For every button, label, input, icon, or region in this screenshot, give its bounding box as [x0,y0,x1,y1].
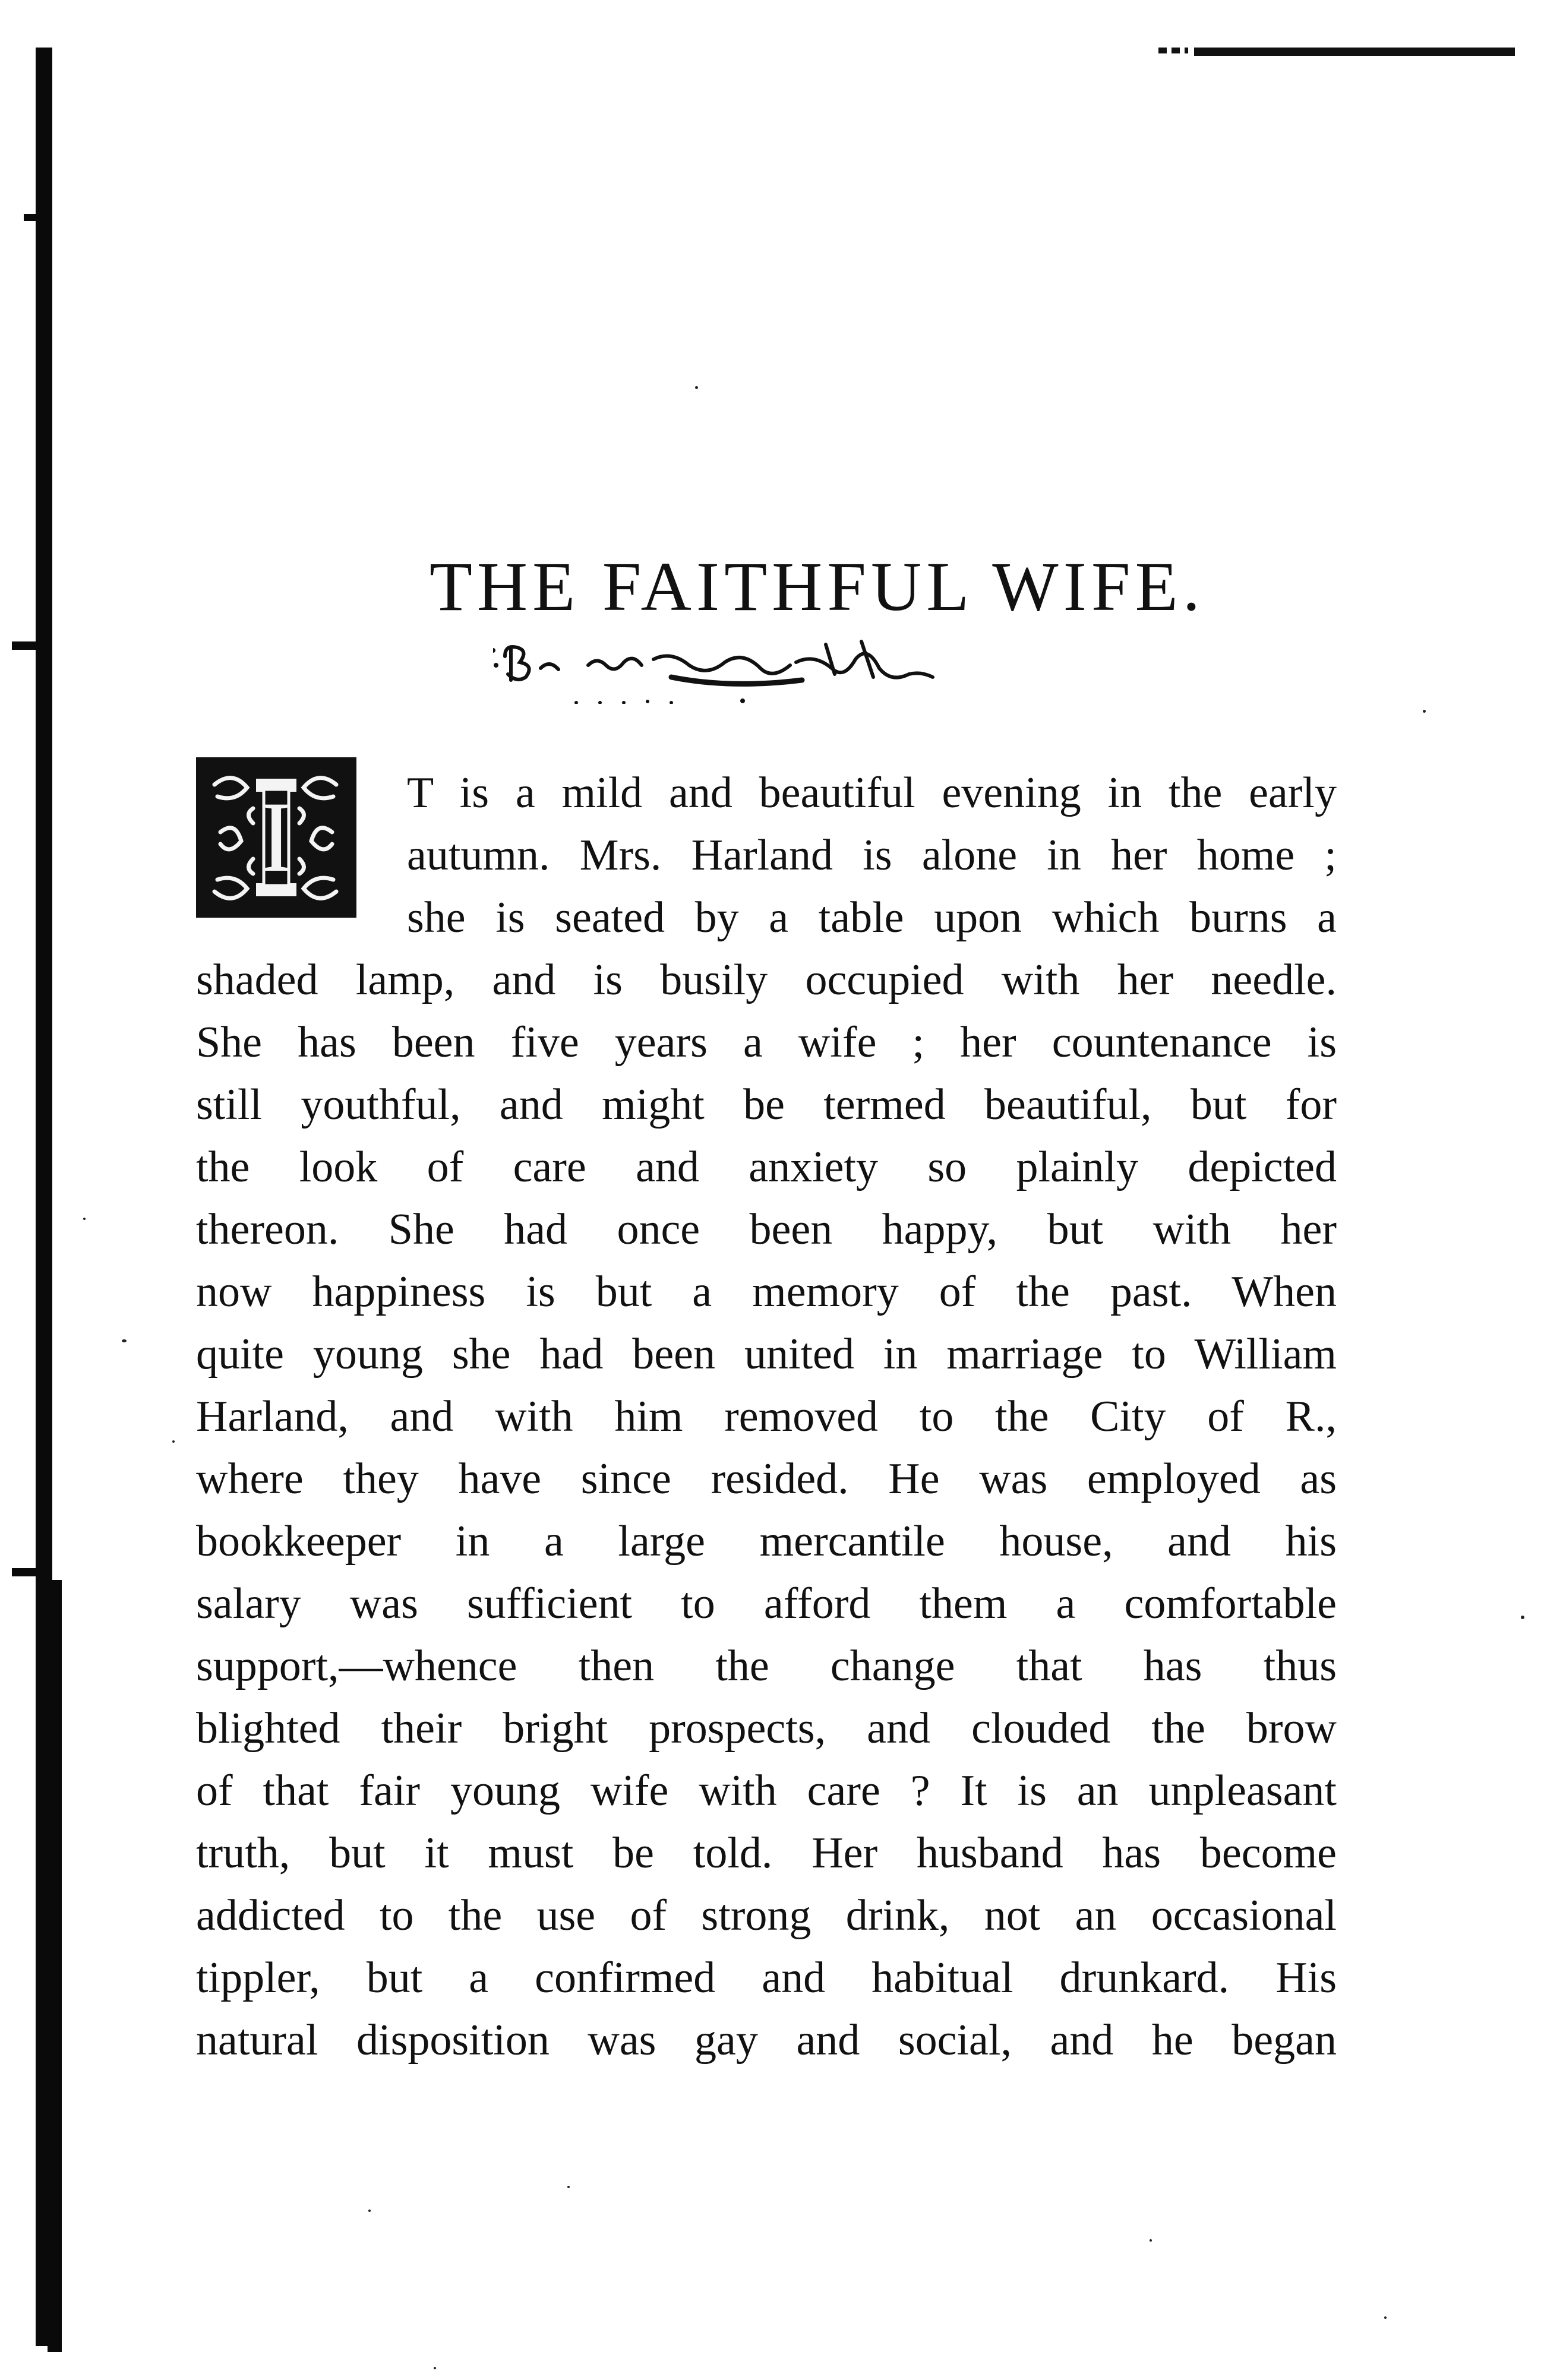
binding-notch [48,1580,62,2352]
text-line: of that fair young wife with care ? It is an unpleasant [196,1766,1337,1815]
ornamental-drop-cap [196,757,356,918]
text-line: addicted to the use of strong drink, not an occasional [196,1891,1337,1940]
binding-notch [12,641,48,650]
text-line: still youthful, and might be termed beautiful, but for [196,1080,1337,1129]
text-line: tippler, but a confirmed and habitual drunkard. His [196,1954,1337,2002]
binding-notch [24,214,48,221]
handwritten-signature [493,633,945,704]
scan-speck [567,2186,570,2188]
text-line: she is seated by a table upon which burns a [407,893,1337,942]
binding-notch [12,1568,48,1576]
text-line: bookkeeper in a large mercantile house, and his [196,1517,1337,1566]
text-line: support,—whence then the change that has thus [196,1642,1337,1690]
scan-edge-rule [1194,48,1515,56]
scan-speck [1521,1616,1524,1619]
scan-speck [695,386,698,389]
text-line: T is a mild and beautiful evening in the early [407,769,1337,817]
text-line: She has been five years a wife ; her countenance is [196,1018,1337,1067]
binding-notch [52,653,61,1544]
scan-speck [172,1440,175,1443]
text-line: Harland, and with him removed to the City of R., [196,1392,1337,1441]
text-line: autumn. Mrs. Harland is alone in her home ; [407,831,1337,880]
text-line: blighted their bright prospects, and clouded the brow [196,1704,1337,1753]
text-line: the look of care and anxiety so plainly depicted [196,1143,1337,1191]
scan-speck [83,1218,86,1220]
text-line: thereon. She had once been happy, but with her [196,1205,1337,1254]
scan-speck [122,1339,127,1342]
text-line: quite young she had been united in marriage to William [196,1330,1337,1379]
scan-speck [1150,2239,1152,2242]
text-line: salary was sufficient to afford them a comfortable [196,1579,1337,1628]
scan-speck [434,2367,436,2369]
scan-mark [1158,48,1188,53]
text-line: truth, but it must be told. Her husband has become [196,1829,1337,1878]
drop-cap-letter: I [259,781,293,893]
chapter-title: THE FAITHFUL WIFE. [429,548,1205,625]
text-line: natural disposition was gay and social, and he began [196,2016,1337,2065]
scan-speck [1384,2316,1387,2319]
text-line: where they have since resided. He was employed as [196,1455,1337,1503]
scan-speck [368,2210,371,2212]
text-line: shaded lamp, and is busily occupied with her needle. [196,956,1337,1004]
text-line: now happiness is but a memory of the past. When [196,1268,1337,1316]
scan-speck [1423,710,1426,713]
